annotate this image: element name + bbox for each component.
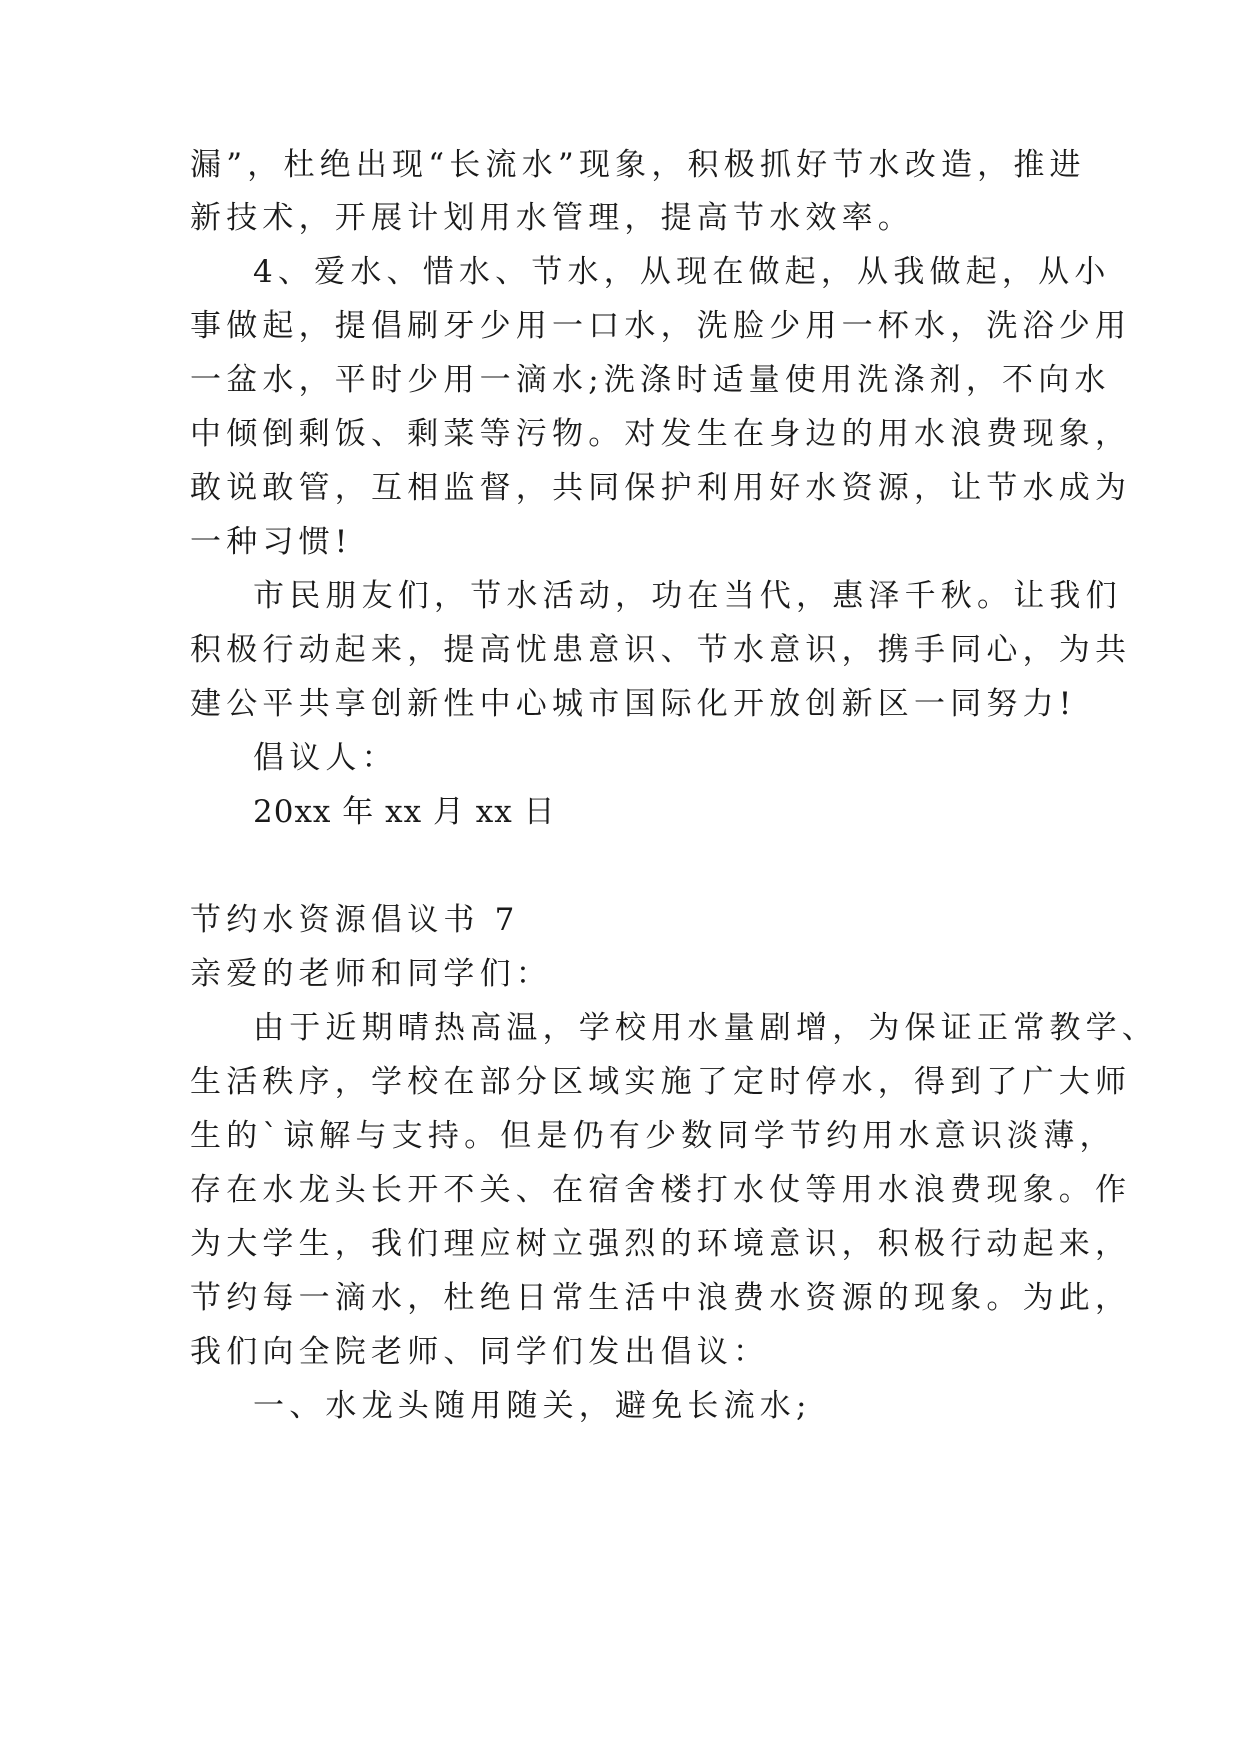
paragraph-line: 敢说敢管，互相监督，共同保护利用好水资源，让节水成为 — [190, 470, 1132, 506]
paragraph-line: 生活秩序，学校在部分区域实施了定时停水，得到了广大师 — [190, 1064, 1132, 1100]
paragraph-line: 生的`谅解与支持。但是仍有少数同学节约用水意识淡薄， — [190, 1118, 1116, 1154]
list-item: 一、水龙头随用随关，避免长流水; — [253, 1388, 812, 1424]
paragraph-line: 一盆水，平时少用一滴水;洗涤时适量使用洗涤剂，不向水 — [190, 362, 1111, 398]
paragraph-line: 新技术，开展计划用水管理，提高节水效率。 — [190, 200, 914, 236]
signature-initiator: 倡议人： — [253, 740, 398, 776]
paragraph-line: 漏”，杜绝出现“长流水”现象，积极抓好节水改造，推进 — [190, 147, 1086, 183]
paragraph-line: 存在水龙头长开不关、在宿舍楼打水仗等用水浪费现象。作 — [190, 1172, 1132, 1208]
paragraph-line: 事做起，提倡刷牙少用一口水，洗脸少用一杯水，洗浴少用 — [190, 308, 1132, 344]
section-title: 节约水资源倡议书 7 — [190, 902, 520, 938]
paragraph-line: 市民朋友们，节水活动，功在当代，惠泽千秋。让我们 — [253, 578, 1122, 614]
paragraph-line: 我们向全院老师、同学们发出倡议： — [190, 1334, 770, 1370]
paragraph-line: 由于近期晴热高温，学校用水量剧增，为保证正常教学、 — [253, 1010, 1158, 1046]
paragraph-line: 一种习惯! — [190, 524, 353, 560]
paragraph-line: 中倾倒剩饭、剩菜等污物。对发生在身边的用水浪费现象， — [190, 416, 1132, 452]
paragraph-line: 积极行动起来，提高忧患意识、节水意识，携手同心，为共 — [190, 632, 1132, 668]
salutation: 亲爱的老师和同学们： — [190, 956, 552, 992]
paragraph-line: 建公平共享创新性中心城市国际化开放创新区一同努力! — [190, 686, 1077, 722]
paragraph-line: 节约每一滴水，杜绝日常生活中浪费水资源的现象。为此， — [190, 1280, 1132, 1316]
signature-date: 20xx 年 xx 月 xx 日 — [253, 794, 556, 830]
paragraph-line: 4、爱水、惜水、节水，从现在做起，从我做起，从小 — [253, 254, 1111, 290]
paragraph-line: 为大学生，我们理应树立强烈的环境意识，积极行动起来， — [190, 1226, 1132, 1262]
